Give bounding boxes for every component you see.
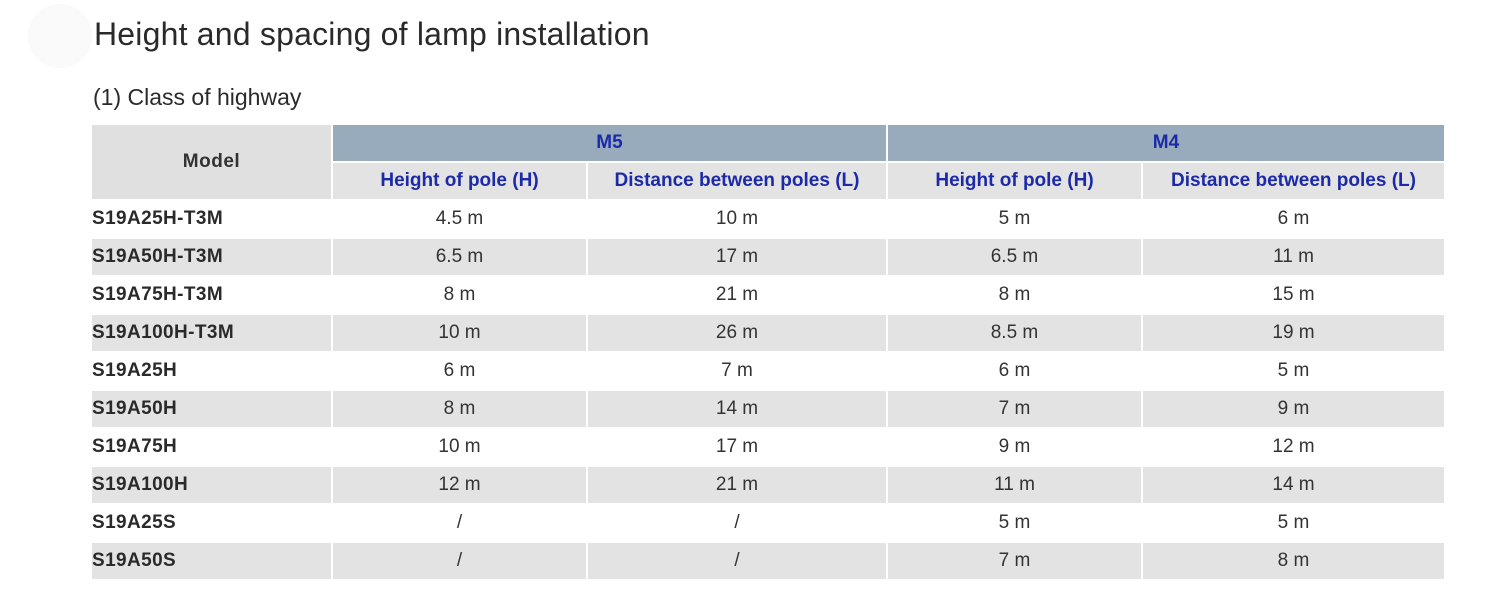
- page-title: Height and spacing of lamp installation: [94, 16, 650, 52]
- group-header-m5: M5: [332, 125, 887, 162]
- m4-height-cell: 8 m: [887, 276, 1142, 314]
- table-row: [92, 314, 1444, 352]
- model-cell: S19A50H-T3M: [92, 238, 332, 276]
- m4-distance-header: Distance between poles (L): [1142, 162, 1444, 200]
- m5-height-cell: 8 m: [332, 276, 587, 314]
- table-row: [92, 428, 1444, 466]
- model-column-header: Model: [92, 125, 332, 200]
- table-row: [92, 238, 1444, 276]
- table-row: [92, 466, 1444, 504]
- table-row: [92, 542, 1444, 580]
- m5-height-cell: 6.5 m: [332, 238, 587, 276]
- m4-distance-cell: 5 m: [1142, 504, 1444, 542]
- m5-distance-cell: 7 m: [587, 352, 887, 390]
- m5-distance-cell: /: [587, 542, 887, 580]
- m4-height-cell: 11 m: [887, 466, 1142, 504]
- m5-distance-cell: 21 m: [587, 466, 887, 504]
- m5-height-cell: 10 m: [332, 428, 587, 466]
- m5-height-header: Height of pole (H): [332, 162, 587, 200]
- m4-distance-cell: 12 m: [1142, 428, 1444, 466]
- m5-height-cell: 10 m: [332, 314, 587, 352]
- m4-distance-cell: 11 m: [1142, 238, 1444, 276]
- m5-height-cell: /: [332, 504, 587, 542]
- m4-height-cell: 8.5 m: [887, 314, 1142, 352]
- table-row: [92, 276, 1444, 314]
- m4-height-cell: 7 m: [887, 390, 1142, 428]
- m5-distance-cell: /: [587, 504, 887, 542]
- installation-table: [92, 125, 1444, 581]
- model-cell: S19A50S: [92, 542, 332, 580]
- corner-decoration: [28, 4, 92, 68]
- model-cell: S19A25H-T3M: [92, 200, 332, 238]
- m4-height-cell: 9 m: [887, 428, 1142, 466]
- m5-distance-cell: 26 m: [587, 314, 887, 352]
- m5-height-cell: 4.5 m: [332, 200, 587, 238]
- m4-distance-cell: 6 m: [1142, 200, 1444, 238]
- m5-distance-cell: 17 m: [587, 238, 887, 276]
- m4-height-cell: 6.5 m: [887, 238, 1142, 276]
- table-row: [92, 352, 1444, 390]
- m5-distance-cell: 10 m: [587, 200, 887, 238]
- m4-height-header: Height of pole (H): [887, 162, 1142, 200]
- m4-distance-cell: 8 m: [1142, 542, 1444, 580]
- m5-height-cell: /: [332, 542, 587, 580]
- section-title: (1) Class of highway: [93, 84, 302, 110]
- table-row: [92, 390, 1444, 428]
- m4-distance-cell: 5 m: [1142, 352, 1444, 390]
- m4-distance-cell: 15 m: [1142, 276, 1444, 314]
- m5-distance-header: Distance between poles (L): [587, 162, 887, 200]
- model-cell: S19A50H: [92, 390, 332, 428]
- m4-distance-cell: 19 m: [1142, 314, 1444, 352]
- table-row: [92, 504, 1444, 542]
- m4-height-cell: 5 m: [887, 504, 1142, 542]
- model-cell: S19A75H: [92, 428, 332, 466]
- m5-height-cell: 12 m: [332, 466, 587, 504]
- m4-distance-cell: 14 m: [1142, 466, 1444, 504]
- model-cell: S19A25S: [92, 504, 332, 542]
- table-body: [92, 200, 1444, 580]
- m4-distance-cell: 9 m: [1142, 390, 1444, 428]
- m4-height-cell: 6 m: [887, 352, 1142, 390]
- model-cell: S19A100H-T3M: [92, 314, 332, 352]
- model-cell: S19A100H: [92, 466, 332, 504]
- model-cell: S19A75H-T3M: [92, 276, 332, 314]
- table-row: [92, 200, 1444, 238]
- model-cell: S19A25H: [92, 352, 332, 390]
- m5-height-cell: 6 m: [332, 352, 587, 390]
- m5-distance-cell: 21 m: [587, 276, 887, 314]
- m5-distance-cell: 14 m: [587, 390, 887, 428]
- m4-height-cell: 5 m: [887, 200, 1142, 238]
- m5-distance-cell: 17 m: [587, 428, 887, 466]
- m5-height-cell: 8 m: [332, 390, 587, 428]
- m4-height-cell: 7 m: [887, 542, 1142, 580]
- group-header-m4: M4: [887, 125, 1444, 162]
